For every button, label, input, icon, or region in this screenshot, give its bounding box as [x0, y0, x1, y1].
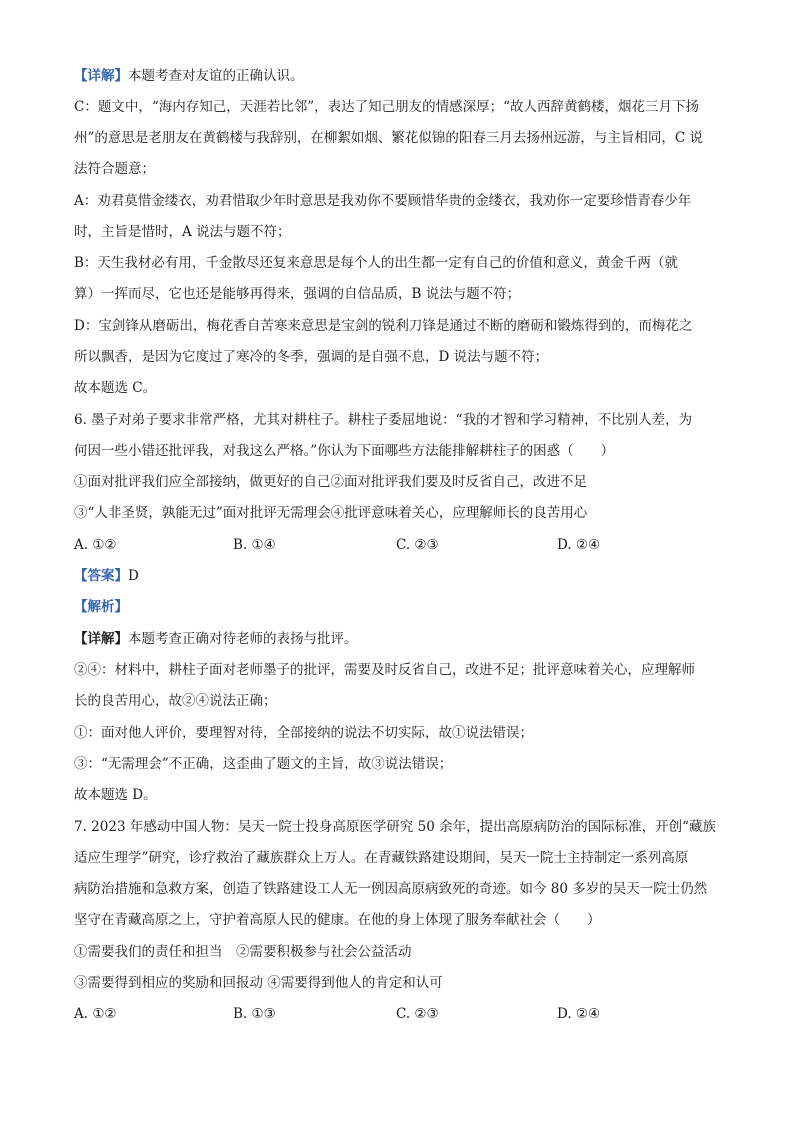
- q6-answer-line: [74, 566, 722, 586]
- explanation-a-line-1: A：劝君莫惜金缕衣，劝君惜取少年时意思是我劝你不要顾惜华贵的金缕衣，我劝你一定要珍惜青春少年: [74, 193, 692, 209]
- detail-text: 本题考查正确对待老师的表扬与批评。: [128, 631, 358, 647]
- q6-explanation-line-2: 长的良苦用心，故②④说法正确；: [74, 693, 277, 709]
- detail-line: [74, 66, 722, 86]
- q7-stem-line-4: 坚守在青藏高原之上，守护着高原人民的健康。在他的身上体现了服务奉献社会（ ）: [74, 912, 601, 928]
- q6-statement-line-2: ③“人非圣贤，孰能无过”面对批评无需理会④批评意味着关心，应理解师长的良苦用心: [74, 505, 588, 521]
- detail-tag: 【详解】: [74, 631, 128, 647]
- q7-option-d: D. ②④: [557, 1006, 601, 1022]
- q7-statement-line-1: ①需要我们的责任和担当 ②需要积极参与社会公益活动: [74, 944, 412, 960]
- q6-stem-line-1: 6. 墨子对弟子要求非常严格，尤其对耕柱子。耕柱子委屈地说：“我的才智和学习精神，不比别人差，为: [74, 412, 693, 428]
- answer-value: D: [128, 568, 139, 584]
- q7-option-b: B. ①③: [233, 1006, 276, 1022]
- detail-text: 本题考查对友谊的正确认识。: [128, 68, 304, 84]
- q6-statement-line-1: ①面对批评我们应全部接纳，做更好的自己②面对批评我们要及时反省自己，改进不足: [74, 474, 587, 490]
- q6-stem-line-2: 何因一些小错还批评我，对我这么严格。”你认为下面哪些方法能排解耕柱子的困惑（ ）: [74, 443, 615, 459]
- q7-stem-line-2: 适应生理学”研究，诊疗救治了藏族群众上万人。在青藏铁路建设期间，吴天一院士主持制定一系列高原: [74, 850, 689, 866]
- explanation-d-line-2: 所以飘香，是因为它度过了寒冷的冬季，强调的是自强不息，D 说法与题不符；: [74, 349, 549, 365]
- q6-option-d: D. ②④: [557, 537, 601, 553]
- q7-option-c: C. ②③: [396, 1006, 439, 1022]
- q6-option-c: C. ②③: [396, 537, 439, 553]
- explanation-c-line-1: C：题文中，“海内存知己，天涯若比邻”，表达了知己朋友的情感深厚；“故人西辞黄鹤楼，烟花三月下扬: [74, 99, 700, 115]
- q7-stem-line-1: 7. 2023 年感动中国人物：吴天一院士投身高原医学研究 50 余年，提出高原病防治的国际标准，开创“藏族: [74, 819, 716, 835]
- q6-option-b: B. ①④: [233, 537, 276, 553]
- q6-analysis-line: [74, 597, 722, 617]
- q6-detail-line: [74, 629, 722, 649]
- q7-statement-line-2: ③需要得到相应的奖励和回报动 ④需要得到他人的肯定和认可: [74, 975, 443, 991]
- q6-option-a: A. ①②: [74, 537, 117, 553]
- q7-option-a: A. ①②: [74, 1006, 117, 1022]
- q6-conclusion-line: 故本题选 D。: [74, 787, 157, 803]
- explanation-b-line-2: 算）一挥而尽，它也还是能够再得来，强调的自信品质，B 说法与题不符；: [74, 286, 521, 302]
- q7-stem-line-3: 病防治措施和急救方案，创造了铁路建设工人无一例因高原病致死的奇迹。如今 80 多岁的吴天一院士仍然: [74, 881, 708, 897]
- q6-explanation-line-1: ②④：材料中，耕柱子面对老师墨子的批评，需要及时反省自己，改进不足；批评意味着关心，应理解师: [74, 662, 695, 678]
- analysis-tag: 【解析】: [74, 599, 128, 615]
- explanation-a-line-2: 时，主旨是惜时，A 说法与题不符；: [74, 224, 291, 240]
- q6-explanation-line-3: ①：面对他人评价，要理智对待，全部接纳的说法不切实际，故①说法错误；: [74, 725, 533, 741]
- q6-explanation-line-4: ③：“无需理会”不正确，这歪曲了题文的主旨，故③说法错误；: [74, 756, 453, 772]
- answer-tag: 【答案】: [74, 568, 128, 584]
- conclusion-line: 故本题选 C。: [74, 380, 157, 396]
- detail-tag: 【详解】: [74, 68, 128, 84]
- explanation-d-line-1: D：宝剑锋从磨砺出，梅花香自苦寒来意思是宝剑的锐利刀锋是通过不断的磨砺和锻炼得到的，而梅花之: [74, 318, 693, 334]
- explanation-c-line-2: 州”的意思是老朋友在黄鹤楼与我辞别，在柳絮如烟、繁花似锦的阳春三月去扬州远游，与主旨相同，C 说: [74, 130, 704, 146]
- explanation-c-line-3: 法符合题意；: [74, 161, 155, 177]
- explanation-b-line-1: B：天生我材必有用，千金散尽还复来意思是每个人的出生都一定有自己的价值和意义，黄金千两（就: [74, 255, 678, 271]
